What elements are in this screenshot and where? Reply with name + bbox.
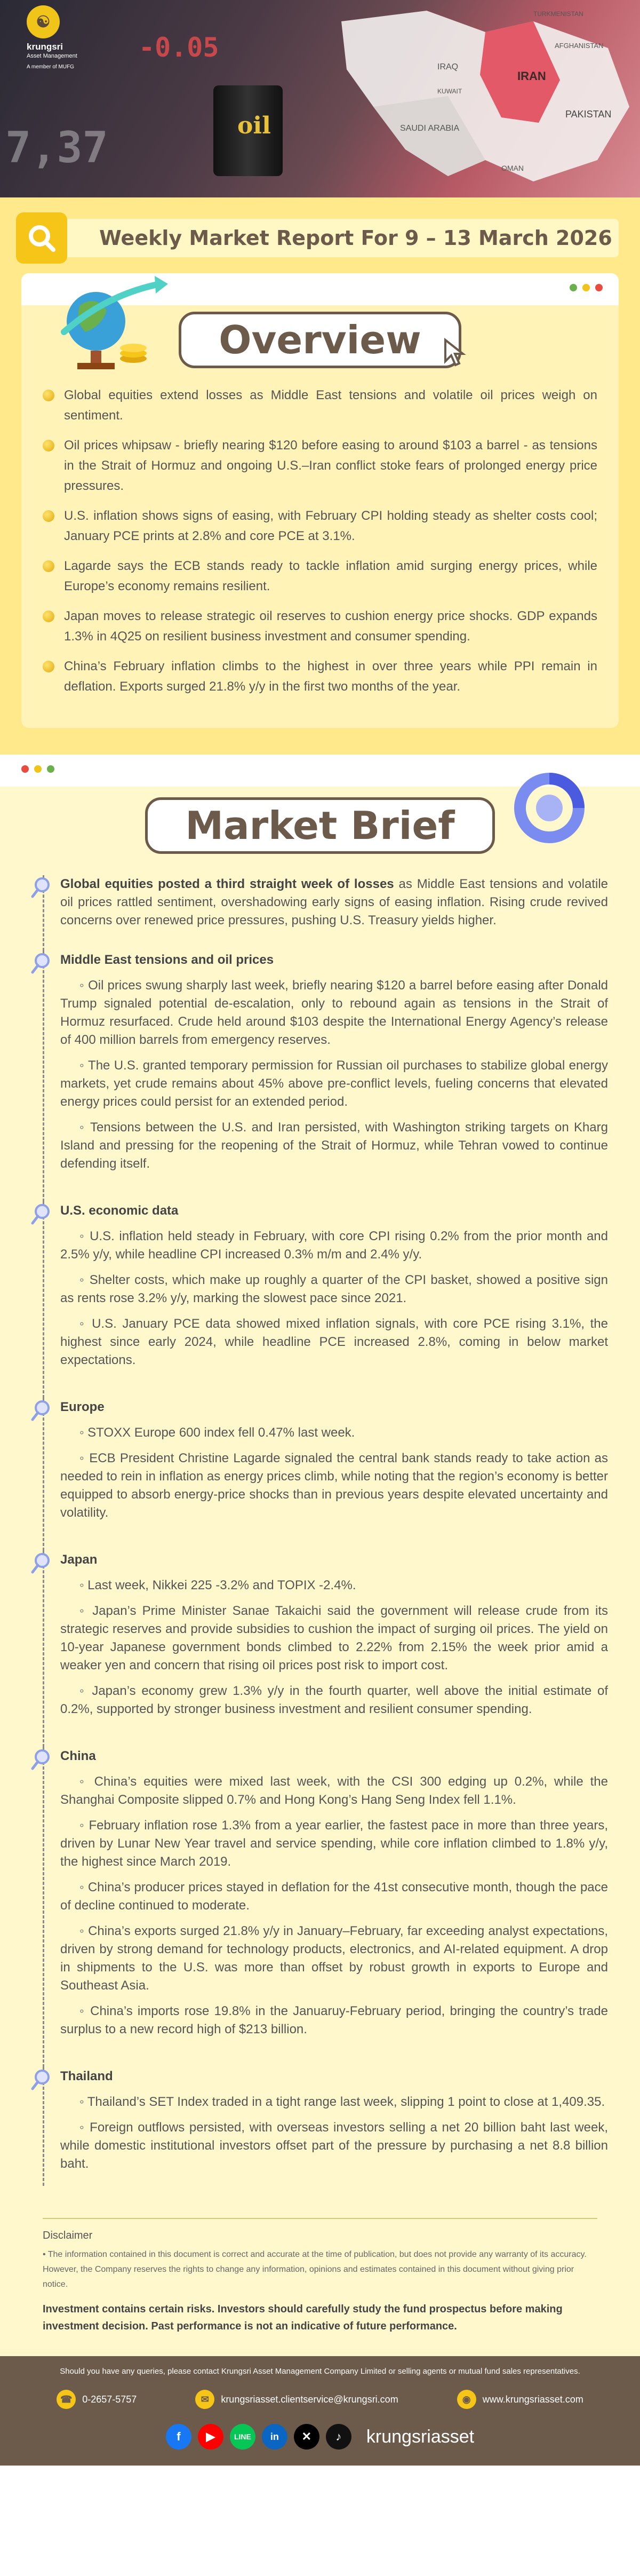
section-title: Thailand [60, 2069, 113, 2083]
disclaimer-body: • The information contained in this document is correct and accurate at the time of publication, but does not provide any warranty of its accuracy. However, the Company reserves the rights to change any information, opinions and estimates contained in this document without giving prior notice. [43, 2250, 587, 2289]
section-title: Europe [60, 1400, 105, 1414]
linkedin-icon[interactable]: in [262, 2424, 287, 2450]
bullet-dot-icon [43, 560, 54, 572]
overview-bullet: Lagarde says the ECB stands ready to tackle inflation amid surging energy prices, while Europe’s economy remains resilient. [43, 556, 597, 597]
bullet-dot-icon [43, 510, 54, 522]
disclaimer-title: Disclaimer [43, 2230, 93, 2241]
overview-bullet: U.S. inflation shows signs of easing, with February CPI holding steady as shelter costs cool; January PCE prints at 2.8% and core PCE at 3.1%. [43, 506, 597, 546]
section-paragraph: ◦ Japan’s Prime Minister Sanae Takaichi said the government will release crude from its strategic reserves and provide subsidies to cushion the impact of surging oil prices. The yield on 10-year Japanese government bonds climbed to 2.22% from 2.15% the week prior amid a weaker yen and concern that rising oil prices post risk to import cost. [60, 1604, 608, 1673]
market-brief-heading-text: Market Brief [145, 797, 494, 854]
brief-section-china [43, 1747, 608, 2067]
green-dot [47, 765, 54, 773]
brief-lead [60, 875, 608, 930]
globe-icon: ◉ [457, 2390, 476, 2409]
section-paragraph: ◦ Oil prices swung sharply last week, briefly nearing $120 a barrel before easing after Donald Trump signaled potential de-escalation, only to rebound again as tensions in the Strait of Hormuz resurfaced. Crude held around $103 despite the International Energy Agency’s release of 400 million barrels from emergency reserves. [60, 978, 608, 1047]
brief-section-middle-east [43, 951, 608, 1202]
search-icon [16, 212, 67, 264]
header-banner [0, 0, 640, 197]
overview-bullet: Global equities extend losses as Middle East tensions and volatile oil prices weigh on sentiment. [43, 385, 597, 426]
ticker-change: -0.05 [139, 32, 219, 63]
x-icon[interactable]: ✕ [294, 2424, 319, 2450]
magnifier-icon [30, 951, 55, 976]
section-title: China [60, 1749, 96, 1763]
section-paragraph: ◦ U.S. inflation held steady in February, with core CPI rising 0.2% from the prior month and 2.5% y/y, while headline CPI increased 0.3% m/m and 2.4% y/y. [60, 1229, 608, 1262]
overview-section [0, 273, 640, 755]
market-brief-heading [0, 787, 640, 875]
section-paragraph: ◦ Shelter costs, which make up roughly a quarter of the CPI basket, showed a positive sign as rents rose 3.2% y/y, marking the slowest pace since 2021. [60, 1273, 608, 1305]
section-paragraph: ◦ Tensions between the U.S. and Iran persisted, with Washington striking targets on Kharg Island and pressing for the reopening of the Strait of Hormuz, while Tehran vowed to continue defending itself. [60, 1120, 608, 1171]
overview-heading [21, 305, 619, 375]
map-label-pakistan: PAKISTAN [565, 109, 612, 120]
phone-icon: ☎ [57, 2390, 76, 2409]
oil-barrel-label: oil [237, 112, 271, 139]
magnifier-icon [30, 875, 55, 900]
phone-contact[interactable] [57, 2390, 137, 2409]
disclaimer-section [0, 2207, 640, 2356]
map-label-turkmenistan: TURKMENISTAN [533, 10, 583, 18]
section-paragraph: ◦ China’s exports surged 21.8% y/y in January–February, far exceeding analyst expectations, driven by strong demand for technology products, electronics, and AI-related equipment. A drop in shipments to the U.S. was more than offset by robust growth in exports to Europe and Southeast Asia. [60, 1924, 608, 1993]
overview-bullets [21, 375, 619, 728]
overview-bullet: Japan moves to release strategic oil reserves to cushion energy price shocks. GDP expands 1.3% in 4Q25 on resilient business investment and consumer spending. [43, 606, 597, 647]
footer-query: Should you have any queries, please contact Krungsri Asset Management Company Limited or selling agents or mutual fund sales representatives. [60, 2367, 580, 2376]
refresh-cycle-icon [512, 771, 587, 845]
email-address: krungsriasset.clientservice@krungsri.com [221, 2393, 398, 2405]
footer [0, 2356, 640, 2466]
market-brief-section [0, 755, 640, 2207]
magnifier-icon [30, 1747, 55, 1772]
tiktok-icon[interactable]: ♪ [326, 2424, 351, 2450]
section-title: Japan [60, 1552, 98, 1567]
page-title: Weekly Market Report For 9 – 13 March 2026 [99, 226, 612, 250]
brief-section-japan [43, 1551, 608, 1747]
brief-section-europe [43, 1398, 608, 1551]
section-paragraph: ◦ China’s equities were mixed last week, with the CSI 300 edging up 0.2%, while the Shanghai Composite slipped 0.7% and Hong Kong’s Hang Seng Index fell 1.1%. [60, 1774, 608, 1807]
phone-number: 0-2657-5757 [82, 2393, 137, 2405]
section-paragraph: ◦ Thailand’s SET Index traded in a tight range last week, slipping 1 point to close at 1,409.35. [79, 2095, 605, 2109]
magnifier-icon [30, 1202, 55, 1226]
brief-section-thailand [43, 2067, 608, 2186]
section-paragraph: ◦ U.S. January PCE data showed mixed inflation signals, with core PCE rising 3.1%, the highest since early 2024, while headline PCE increased 2.8%, coming in below market expectations. [60, 1317, 608, 1367]
red-dot [21, 765, 29, 773]
yellow-dot [582, 284, 590, 291]
email-contact[interactable] [195, 2390, 398, 2409]
disclaimer-risk-warning: Investment contains certain risks. Investors should carefully study the fund prospectus before making investment decision. Past performance is not an indicative of future performance. [43, 2303, 563, 2332]
krungsri-logo-icon: ☯ [27, 5, 60, 38]
yellow-dot [34, 765, 42, 773]
map-label-afghanistan: AFGHANISTAN [555, 42, 604, 50]
mufg-line: A member of MUFG [27, 64, 74, 70]
brief-lead-rest: as Middle East tensions and volatile oil prices rattled sentiment, overshadowing early signs of easing inflation. Rising crude revived concerns over renewed price pressures, pushing U.S. Treasury yields higher. [60, 877, 609, 928]
section-paragraph: ◦ Last week, Nikkei 225 -3.2% and TOPIX -2.4%. [79, 1578, 356, 1592]
bullet-dot-icon [43, 611, 54, 622]
map-label-kuwait: KUWAIT [437, 88, 462, 95]
section-paragraph: ◦ February inflation rose 1.3% from a year earlier, the fastest pace in more than three years, driven by Lunar New Year travel and service spending, while core inflation climbed to 1.8% y/y, the highest since March 2019. [60, 1818, 608, 1869]
map-label-iraq: IRAQ [437, 62, 459, 72]
window-dots [21, 765, 54, 773]
divider [43, 2218, 597, 2219]
bullet-dot-icon [43, 390, 54, 401]
brand-handle: krungsriasset [366, 2426, 475, 2447]
green-dot [570, 284, 577, 291]
section-paragraph: ◦ Foreign outflows persisted, with overseas investors selling a net 20 billion baht last week, while domestic institutional investors offset part of the pressure by purchasing a net 8.8 billion baht. [60, 2120, 608, 2171]
red-dot [595, 284, 603, 291]
magnifier-icon [30, 1551, 55, 1575]
section-paragraph: ◦ China’s imports rose 19.8% in the Januaruy-February period, bringing the country’s trade surplus to a new record high of $213 billion. [60, 2004, 608, 2036]
overview-heading-text: Overview [179, 312, 461, 368]
middle-east-map [309, 0, 640, 197]
overview-bullet: China’s February inflation climbs to the highest in over three years while PPI remain in deflation. Exports surged 21.8% y/y in the first two months of the year. [43, 656, 597, 697]
brief-section-us [43, 1202, 608, 1398]
brief-lead-block [43, 875, 608, 951]
logo-sub: Asset Management [27, 53, 77, 59]
map-label-oman: OMAN [501, 164, 524, 172]
section-paragraph: ◦ The U.S. granted temporary permission for Russian oil purchases to stabilize global energy markets, yet crude remains about 45% above pre-conflict levels, fueling concerns that elevated energy prices could persist for an extended period. [60, 1058, 608, 1109]
map-label-saudi: SAUDI ARABIA [400, 124, 460, 133]
email-icon: ✉ [195, 2390, 214, 2409]
bullet-dot-icon [43, 440, 54, 451]
section-title: U.S. economic data [60, 1203, 179, 1218]
section-paragraph: ◦ STOXX Europe 600 index fell 0.47% last week. [79, 1425, 355, 1440]
title-bar [21, 219, 619, 257]
cursor-icon [443, 337, 469, 367]
website-contact[interactable] [457, 2390, 583, 2409]
social-links [0, 2424, 640, 2450]
magnifier-icon [30, 1398, 55, 1423]
title-section [0, 197, 640, 273]
magnifier-icon [30, 2067, 55, 2092]
website-url: www.krungsriasset.com [482, 2393, 583, 2405]
overview-panel [21, 273, 619, 728]
youtube-icon[interactable]: ▶ [198, 2424, 223, 2450]
logo-text: krungsri [27, 42, 63, 52]
facebook-icon[interactable]: f [166, 2424, 191, 2450]
line-icon[interactable]: LINE [230, 2424, 255, 2450]
globe-growth-icon [53, 273, 171, 375]
section-paragraph: ◦ China’s producer prices stayed in deflation for the 41st consecutive month, though the pace of decline continued to moderate. [60, 1880, 608, 1913]
section-paragraph: ◦ Japan’s economy grew 1.3% y/y in the fourth quarter, well above the initial estimate of 0.2%, supported by stronger business investment and resilient consumer spending. [60, 1684, 608, 1716]
bullet-dot-icon [43, 661, 54, 672]
section-paragraph: ◦ ECB President Christine Lagarde signaled the central bank stands ready to take action as needed to rein in inflation as energy prices climb, while noting that the region’s economy is better equipped to absorb energy-price shocks than in previous years despite elevated uncertainty and volatility. [60, 1451, 608, 1520]
overview-bullet: Oil prices whipsaw - briefly nearing $120 before easing to around $103 a barrel - as tensions in the Strait of Hormuz and ongoing U.S.–Iran conflict stoke fears of prolonged energy price pressures. [43, 435, 597, 496]
brief-lead-bold: Global equities posted a third straight week of losses [60, 877, 394, 891]
ticker-value: 7,37 [5, 123, 108, 172]
market-brief-body [0, 875, 640, 2186]
section-title: Middle East tensions and oil prices [60, 953, 274, 967]
footer-contacts [0, 2390, 640, 2409]
map-label-iran: IRAN [517, 69, 546, 83]
window-dots [570, 284, 603, 291]
krungsri-logo [20, 5, 95, 70]
